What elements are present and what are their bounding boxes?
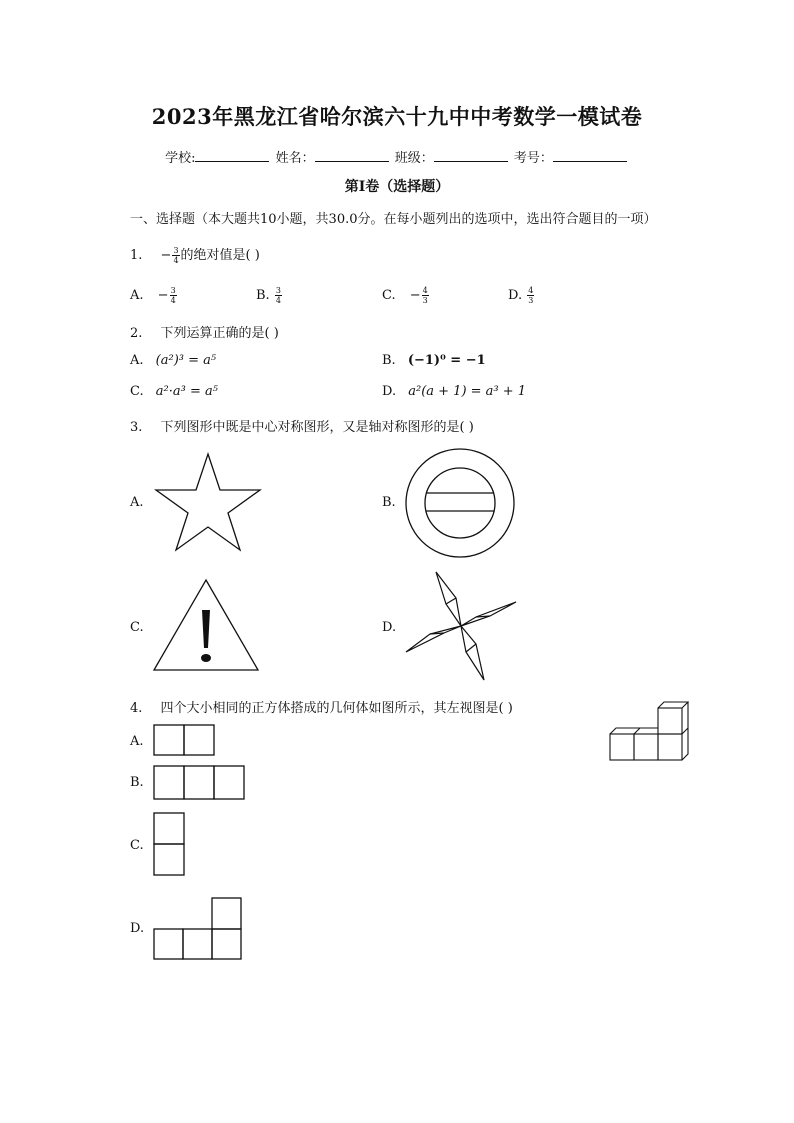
question-3-stem: 3. 下列图形中既是中心对称图形，又是轴对称图形的是( ) [130,420,474,435]
option-b: B. (−1)⁰ = −1 [382,353,486,368]
three-squares-row-icon [153,765,245,801]
option-c-label: C. [130,620,144,635]
stem-fraction: $\frac{3}{4}$ [173,246,179,265]
school-label: 学校: [165,151,196,166]
cube-solid-icon [608,700,692,762]
option-a: A. (a²)³ = a⁵ [130,353,217,368]
option-b-label: B. [382,495,396,510]
three-squares-row-with-top-right-icon [153,897,243,961]
name-blank [315,149,389,162]
question-1-stem [130,244,260,265]
class-blank [434,149,508,162]
two-squares-row-icon [153,724,215,756]
stem-text: 的绝对值是( ) [180,248,260,263]
page-title: 2023年黑龙江省哈尔滨六十九中中考数学一模试卷 [151,104,643,129]
ring-circle-icon [404,447,516,559]
two-squares-column-icon [153,812,185,876]
question-number: 1. [130,248,143,263]
option-a: A. − $\frac{3}{4}$ [130,286,176,305]
section-heading: 一、选择题（本大题共10小题，共30.0分。在每小题列出的选项中，选出符合题目的一项） [130,212,657,227]
student-info-row [0,147,794,166]
option-b-label: B. [130,775,144,790]
option-d: D. a²(a + 1) = a³ + 1 [382,384,527,399]
option-c: C. − $\frac{4}{3}$ [382,286,428,305]
option-d-label: D. [130,921,145,936]
name-label: 姓名： [275,151,315,166]
star-icon [150,452,266,552]
pinwheel-icon [404,570,518,682]
exam-number-blank [553,149,627,162]
option-c-label: C. [130,838,144,853]
option-c: C. a²·a³ = a⁵ [130,384,218,399]
warning-triangle-icon [152,578,260,672]
question-4-stem: 4. 四个大小相同的正方体搭成的几何体如图所示，其左视图是( ) [130,701,513,716]
option-b: B. $\frac{3}{4}$ [256,286,281,305]
option-d: D. $\frac{4}{3}$ [508,286,534,305]
option-a-label: A. [130,734,144,749]
stem-sign: − [160,248,172,263]
exam-number-label: 考号： [513,151,553,166]
school-blank [195,149,269,162]
class-label: 班级： [394,151,434,166]
question-2-stem: 2. 下列运算正确的是( ) [130,326,279,341]
option-d-label: D. [382,620,397,635]
volume-heading: 第I卷（选择题） [344,179,450,195]
option-a-label: A. [130,495,144,510]
